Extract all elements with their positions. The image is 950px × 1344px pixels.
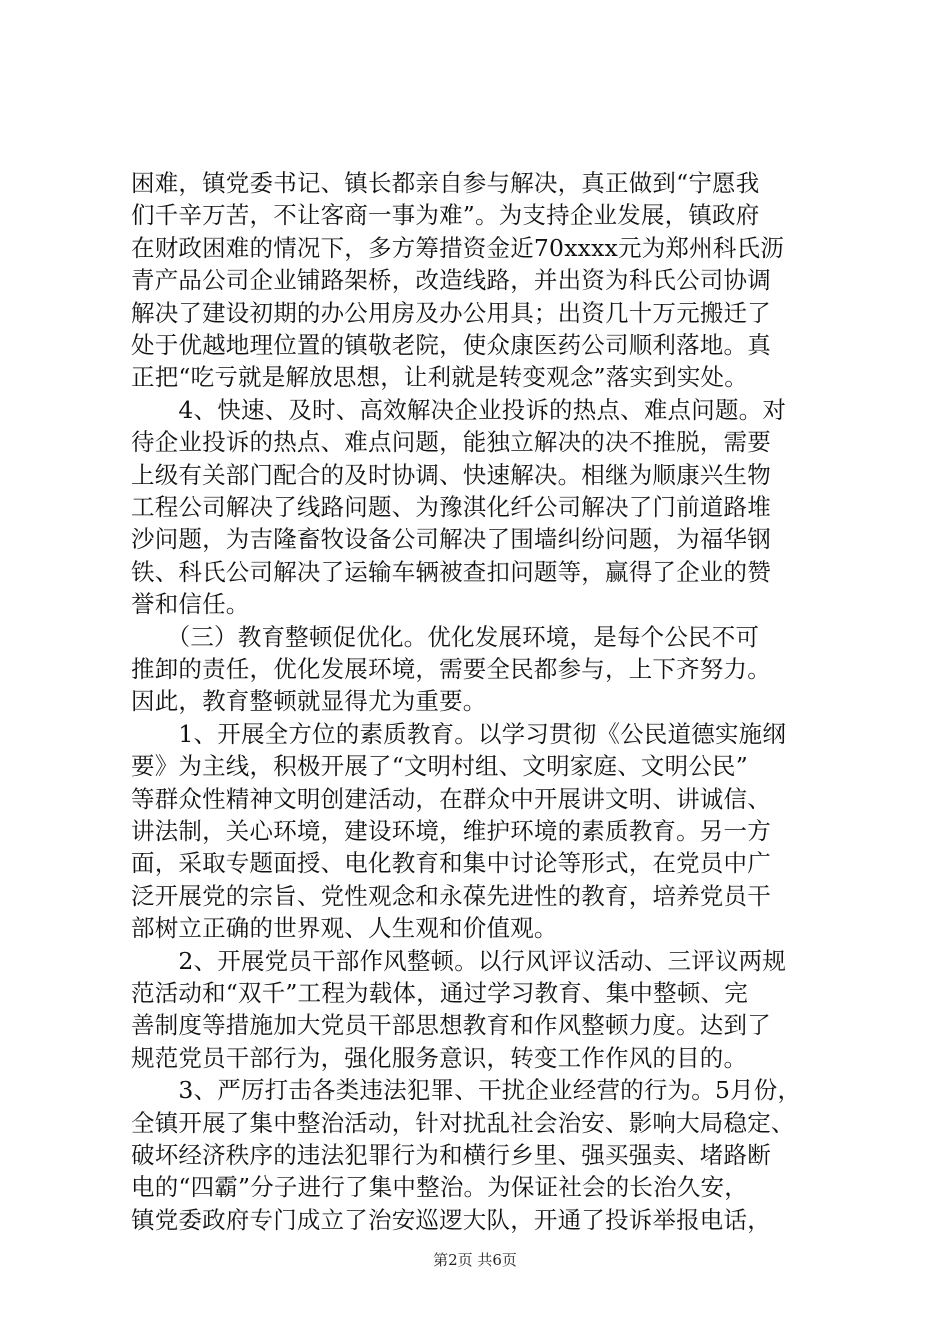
text-line: 困难，镇党委书记、镇长都亲自参与解决，真正做到“宁愿我	[131, 169, 760, 197]
text-line: 正把“吃亏就是解放思想，让利就是转变观念”落实到实处。	[131, 363, 748, 392]
text-line: 破坏经济秩序的违法犯罪行为和横行乡里、强买强卖、堵路断	[131, 1141, 771, 1169]
text-line: 讲法制，关心环境，建设环境，维护环境的素质教育。另一方	[131, 817, 771, 845]
text-line: 镇党委政府专门成立了治安巡逻大队，开通了投诉举报电话，	[131, 1205, 771, 1234]
text-line: 解决了建设初期的办公用房及办公用具；出资几十万元搬迁了	[131, 298, 771, 327]
text-line: 3、严厉打击各类违法犯罪、干扰企业经营的行为。5月份，	[131, 1076, 802, 1105]
text-line: 处于优越地理位置的镇敬老院，使众康医药公司顺利落地。真	[131, 331, 771, 359]
text-line: 誉和信任。	[131, 590, 250, 619]
text-line: 青产品公司企业铺路架桥，改造线路，并出资为科氏公司协调	[131, 266, 771, 295]
text-line: 要》为主线，积极开展了“文明村组、文明家庭、文明公民”	[131, 752, 748, 781]
text-line: 范活动和“双千”工程为载体，通过学习教育、集中整顿、完	[131, 979, 748, 1007]
text-line: 电的“四霸”分子进行了集中整治。为保证社会的长治久安，	[131, 1173, 748, 1202]
text-line: 全镇开展了集中整治活动，针对扰乱社会治安、影响大局稳定、	[131, 1108, 795, 1137]
text-line: 沙问题，为吉隆畜牧设备公司解决了围墙纠纷问题，为福华钢	[131, 525, 771, 554]
text-line: 部树立正确的世界观、人生观和价值观。	[131, 914, 558, 943]
text-line: 铁、科氏公司解决了运输车辆被查扣问题等，赢得了企业的赞	[131, 557, 771, 586]
text-line: 待企业投诉的热点、难点问题，能独立解决的决不推脱，需要	[131, 428, 771, 457]
text-line: 4、快速、及时、高效解决企业投诉的热点、难点问题。对	[131, 395, 787, 424]
text-line: 们千辛万苦，不让客商一事为难”。为支持企业发展，镇政府	[131, 201, 760, 230]
text-line: 善制度等措施加大党员干部思想教育和作风整顿力度。达到了	[131, 1011, 771, 1040]
text-line: 规范党员干部行为，强化服务意识，转变工作作风的目的。	[131, 1043, 748, 1072]
text-line: 推卸的责任，优化发展环境，需要全民都参与，上下齐努力。	[131, 655, 771, 683]
text-line: 在财政困难的情况下，多方筹措资金近70xxxx元为郑州科氏沥	[131, 233, 784, 262]
text-line: 因此，教育整顿就显得尤为重要。	[131, 687, 487, 716]
text-line: 面，采取专题面授、电化教育和集中讨论等形式，在党员中广	[131, 849, 771, 878]
text-line: 上级有关部门配合的及时协调、快速解决。相继为顺康兴生物	[131, 460, 771, 489]
text-line: 工程公司解决了线路问题、为豫淇化纤公司解决了门前道路堆	[131, 493, 771, 521]
text-line: 2、开展党员干部作风整顿。以行风评议活动、三评议两规	[131, 946, 787, 975]
text-line: 等群众性精神文明创建活动，在群众中开展讲文明、讲诚信、	[131, 784, 771, 813]
text-line: （三）教育整顿促优化。优化发展环境，是每个公民不可	[131, 622, 760, 651]
text-line: 1、开展全方位的素质教育。以学习贯彻《公民道德实施纲	[131, 719, 787, 748]
page-number-footer: 第2页 共6页	[433, 1251, 517, 1269]
text-line: 泛开展党的宗旨、党性观念和永葆先进性的教育，培养党员干	[131, 881, 771, 910]
